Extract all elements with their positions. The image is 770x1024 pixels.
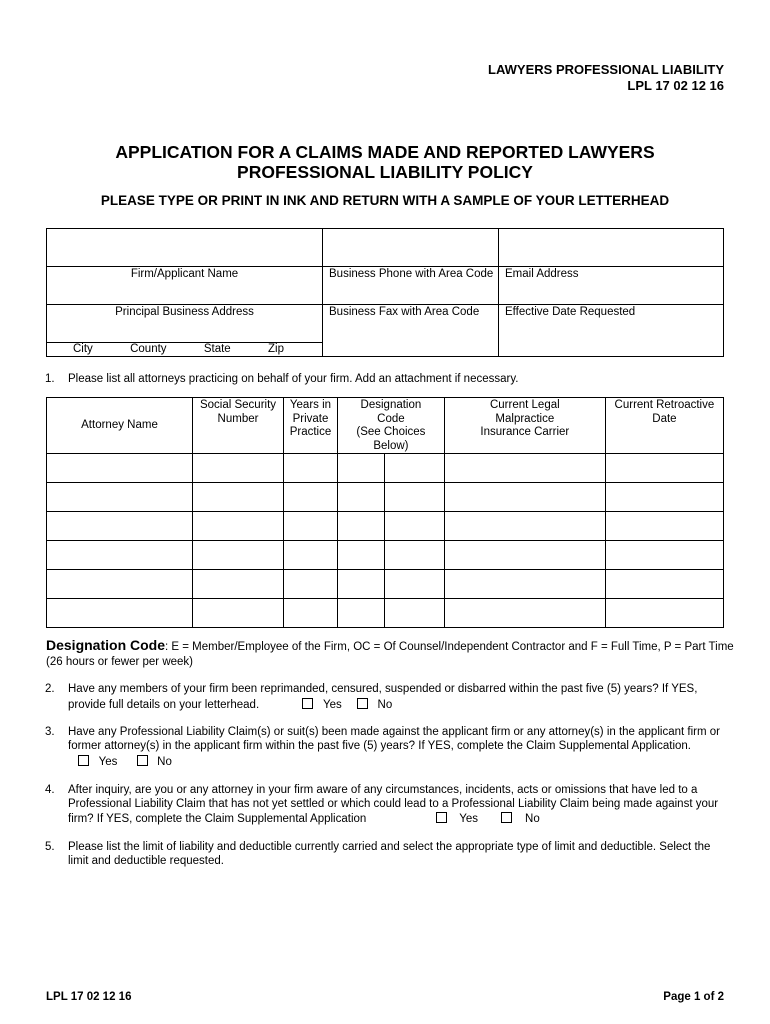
city-label: City [73, 343, 93, 355]
cell-ssn[interactable] [193, 599, 284, 628]
q2-no-option[interactable] [357, 698, 392, 712]
cell-retro-date[interactable] [605, 570, 723, 599]
no-label: No [525, 813, 540, 825]
question-text [68, 783, 728, 826]
cell-ssn[interactable] [193, 512, 284, 541]
yes-label: Yes [98, 756, 118, 768]
email-label: Email Address [505, 268, 579, 280]
table-row [47, 483, 724, 512]
checkbox-icon[interactable] [78, 755, 89, 766]
col-carrier-line1: Current Legal [489, 399, 560, 411]
cell-years[interactable] [284, 483, 338, 512]
question-4-line3: firm? If YES, complete the Claim Supplemental Application [68, 813, 367, 825]
cell-designation-b[interactable] [385, 599, 445, 628]
cell-designation-a[interactable] [338, 483, 385, 512]
address-label: Principal Business Address [115, 306, 254, 318]
cell-designation-a[interactable] [338, 541, 385, 570]
fax-label: Business Fax with Area Code [329, 306, 480, 318]
col-years-line1: Years in [289, 399, 332, 411]
cell-years[interactable] [284, 570, 338, 599]
applicant-info-table [46, 228, 724, 357]
question-number: 3. [45, 726, 55, 738]
state-label: State [203, 343, 231, 355]
cell-years[interactable] [284, 599, 338, 628]
question-4-line3-row [68, 812, 728, 826]
cell-attorney-name[interactable] [47, 541, 193, 570]
cell-retro-date[interactable] [605, 541, 723, 570]
cell-retro-date[interactable] [605, 483, 723, 512]
question-number: 5. [45, 841, 55, 853]
cell-designation-b[interactable] [385, 454, 445, 483]
county-label: County [130, 343, 167, 355]
cell-ssn[interactable] [193, 570, 284, 599]
col-carrier-line3: Insurance Carrier [480, 426, 570, 438]
q3-no-option[interactable] [137, 755, 172, 769]
cell-carrier[interactable] [444, 512, 605, 541]
instruction-text: PLEASE TYPE OR PRINT IN INK AND RETURN WITH A SAMPLE OF YOUR LETTERHEAD [100, 193, 670, 208]
col-desig-line2: Code [377, 412, 405, 425]
footer-form-id: LPL 17 02 12 16 [46, 991, 132, 1003]
cell-retro-date[interactable] [605, 454, 723, 483]
col-carrier-line2: Malpractice [495, 412, 555, 425]
question-text [68, 725, 728, 769]
table-row [47, 541, 724, 570]
question-4-line2: Professional Liability Claim that has not yet settled or which could lead to a Professional Liability Claim being made against your [68, 798, 719, 810]
city-county-state-zip-row [47, 343, 323, 357]
firm-name-cell[interactable] [47, 267, 323, 305]
col-carrier [444, 398, 605, 454]
cell-years[interactable] [284, 454, 338, 483]
cell-ssn[interactable] [193, 541, 284, 570]
col-desig-line4: Below) [373, 439, 409, 452]
designation-text-2: (26 hours or fewer per week) [46, 656, 194, 668]
table-row [47, 570, 724, 599]
col-years-line3: Practice [289, 426, 332, 438]
zip-label: Zip [268, 343, 284, 355]
col-attorney-name [47, 398, 193, 454]
checkbox-icon[interactable] [501, 812, 512, 823]
cell-designation-a[interactable] [338, 512, 385, 541]
cell-designation-a[interactable] [338, 599, 385, 628]
fax-label-cell[interactable] [323, 305, 499, 357]
question-3-line2: former attorney(s) in the applicant firm within the past five (5) years? If YES, complete the Claim Supplemental Application. [68, 740, 691, 752]
col-retro-line1: Current Retroactive [614, 399, 715, 411]
cell-retro-date[interactable] [605, 512, 723, 541]
question-4 [0, 783, 770, 829]
page-title [0, 142, 770, 182]
effective-date-cell[interactable] [499, 267, 724, 305]
email-field[interactable] [499, 229, 724, 267]
question-2-line2: provide full details on your letterhead. [68, 699, 260, 711]
col-years-line2: Private [292, 412, 329, 425]
table-row [47, 454, 724, 483]
col-desig-line1: Designation [360, 399, 422, 411]
question-5-line2: limit and deductible requested. [68, 855, 224, 867]
title-line2: PROFESSIONAL LIABILITY POLICY [237, 162, 533, 182]
question-2 [0, 682, 770, 712]
cell-attorney-name[interactable] [47, 483, 193, 512]
cell-carrier[interactable] [444, 599, 605, 628]
q3-yes-option[interactable] [78, 755, 117, 769]
col-ssn-line2: Number [217, 412, 259, 425]
form-header [488, 62, 724, 94]
cell-years[interactable] [284, 512, 338, 541]
col-designation [338, 398, 445, 454]
cell-retro-date[interactable] [605, 599, 723, 628]
question-4-line1: After inquiry, are you or any attorney in your firm aware of any circumstances, incidents, acts or omissions that have led to a [68, 784, 698, 796]
cell-attorney-name[interactable] [47, 512, 193, 541]
designation-legend [46, 638, 736, 670]
question-text [68, 682, 728, 712]
cell-designation-b[interactable] [385, 483, 445, 512]
cell-designation-a[interactable] [338, 454, 385, 483]
question-3 [0, 725, 770, 769]
fax-cell[interactable] [323, 267, 499, 305]
checkbox-icon[interactable] [436, 812, 447, 823]
q4-no-option[interactable] [501, 812, 539, 826]
designation-title: Designation Code [46, 637, 166, 653]
col-ssn-line1: Social Security [199, 399, 277, 411]
question-2-line1: Have any members of your firm been reprimanded, censured, suspended or disbarred within the past five (5) years? If YES, [68, 683, 698, 695]
attorney-table [46, 397, 724, 628]
question-text [68, 840, 728, 868]
phone-label: Business Phone with Area Code [329, 268, 494, 280]
firm-name-label: Firm/Applicant Name [130, 268, 239, 280]
q4-yes-option[interactable] [436, 812, 479, 826]
col-years [284, 398, 338, 454]
address-cell[interactable] [47, 305, 323, 343]
effective-date-label-cell[interactable] [499, 305, 724, 357]
col-attorney-name-label: Attorney Name [81, 419, 158, 432]
question-5 [0, 840, 770, 870]
question-text: Please list all attorneys practicing on behalf of your firm. Add an attachment if necessary. [68, 373, 519, 385]
header-form-number: LPL 17 02 12 16 [627, 78, 724, 93]
cell-carrier[interactable] [444, 483, 605, 512]
col-retro-line2: Date [652, 412, 677, 425]
table-row [47, 599, 724, 628]
header-line1: LAWYERS PROFESSIONAL LIABILITY [488, 62, 724, 77]
cell-years[interactable] [284, 541, 338, 570]
cell-attorney-name[interactable] [47, 454, 193, 483]
question-number: 1. [45, 373, 55, 385]
q2-yes-option[interactable] [302, 698, 341, 712]
cell-attorney-name[interactable] [47, 599, 193, 628]
table-row [47, 512, 724, 541]
cell-carrier[interactable] [444, 454, 605, 483]
no-label: No [377, 699, 393, 711]
phone-field[interactable] [323, 229, 499, 267]
col-desig-line3: (See Choices [356, 426, 426, 438]
designation-text: : E = Member/Employee of the Firm, OC = Of Counsel/Independent Contractor and F = Full Time, P = Part Time [165, 641, 734, 653]
col-retro [605, 398, 723, 454]
yes-label: Yes [322, 699, 342, 711]
cell-designation-b[interactable] [385, 512, 445, 541]
effective-date-label: Effective Date Requested [505, 306, 636, 318]
cell-ssn[interactable] [193, 454, 284, 483]
yes-label: Yes [459, 813, 479, 825]
question-number: 2. [45, 683, 55, 695]
checkbox-icon[interactable] [137, 755, 148, 766]
question-3-options [68, 755, 728, 769]
cell-attorney-name[interactable] [47, 570, 193, 599]
question-3-line1: Have any Professional Liability Claim(s) or suit(s) been made against the applicant firm or any attorney(s) in the applicant firm or [68, 726, 720, 738]
cell-carrier[interactable] [444, 570, 605, 599]
col-ssn [193, 398, 284, 454]
question-number: 4. [45, 784, 55, 796]
cell-designation-b[interactable] [385, 541, 445, 570]
checkbox-icon[interactable] [357, 698, 368, 709]
title-line1: APPLICATION FOR A CLAIMS MADE AND REPORTED LAWYERS [115, 142, 655, 162]
firm-name-field[interactable] [47, 229, 323, 267]
cell-carrier[interactable] [444, 541, 605, 570]
cell-designation-b[interactable] [385, 570, 445, 599]
question-5-line1: Please list the limit of liability and deductible currently carried and select the appropriate type of limit and deductible. Select the [68, 841, 711, 853]
footer-page-number: Page 1 of 2 [663, 991, 724, 1003]
cell-ssn[interactable] [193, 483, 284, 512]
checkbox-icon[interactable] [302, 698, 313, 709]
question-2-line2-row [68, 698, 728, 712]
cell-designation-a[interactable] [338, 570, 385, 599]
no-label: No [157, 756, 172, 768]
